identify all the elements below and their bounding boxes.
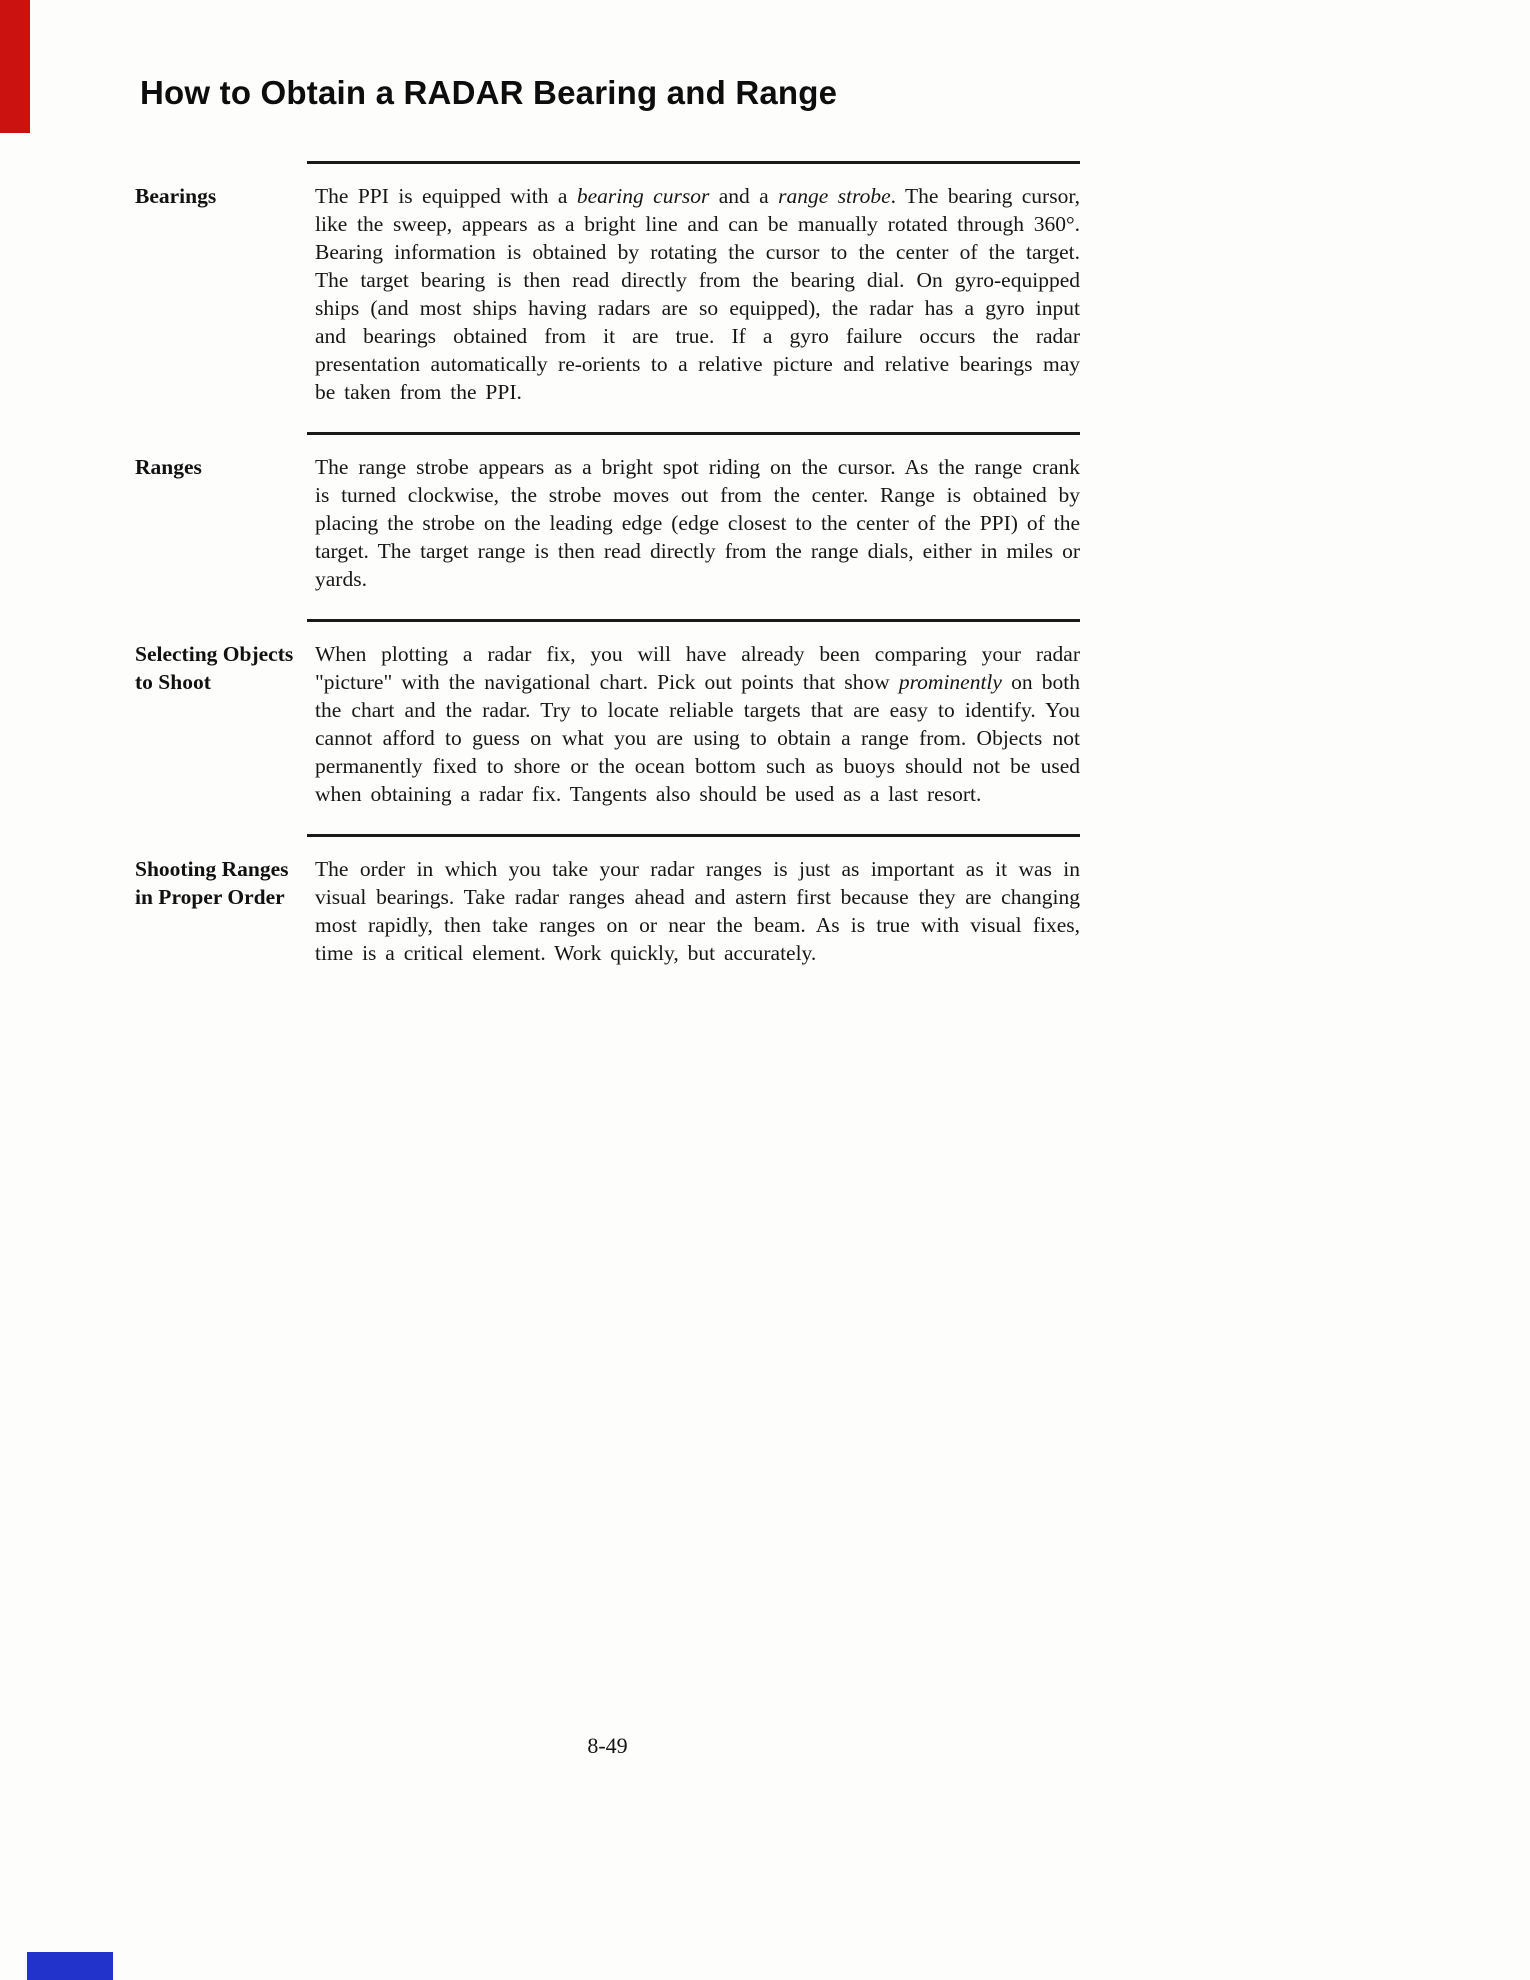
section — [135, 161, 1080, 432]
sections-container — [135, 161, 1080, 993]
section-body: The PPI is equipped with a bearing cursor and a range strobe. The bearing cursor, like the sweep, appears as a bright line and can be manually rotated through 360°. Bearing information is obtained by rotating the cursor to the center of the target. The target bearing is then read directly from the bearing dial. On gyro-equipped ships (and most ships having radars are so equipped), the radar has a gyro input and bearings obtained from it are true. If a gyro failure occurs the radar presentation automatically re-orients to a relative picture and relative bearings may be taken from the PPI. — [315, 184, 1081, 404]
section-body: The range strobe appears as a bright spot riding on the cursor. As the range crank is turned clockwise, the strobe moves out from the center. Range is obtained by placing the strobe on the leading edge (edge closest to the center of the PPI) of the target. The target range is then read directly from the range dials, either in miles or yards. — [315, 455, 1080, 591]
section-body: The order in which you take your radar ranges is just as important as it was in visual bearings. Take radar ranges ahead and astern first because they are changing most rapidly, then take ranges on or near the beam. As is true with visual fixes, time is a critical element. Work quickly, but accurately. — [315, 857, 1080, 965]
section-label: Bearings — [135, 184, 217, 208]
section-body: When plotting a radar fix, you will have already been comparing your radar "picture" with the navigational chart. Pick out points that show prominently on both the chart and the radar. Try to locate reliable targets that are easy to identify. You cannot afford to guess on what you are using to obtain a range from. Objects not permanently fixed to shore or the ocean bottom such as buoys should not be used when obtaining a radar fix. Tangents also should be used as a last resort. — [315, 642, 1080, 806]
blue-edge-strip-decoration — [27, 1952, 113, 1980]
page-number: 8-49 — [587, 1733, 628, 1758]
red-edge-strip-decoration — [0, 0, 30, 133]
section-label: Shooting Ranges in Proper Order — [135, 857, 289, 909]
section — [135, 432, 1080, 619]
section — [135, 619, 1080, 834]
section-label: Selecting Objects to Shoot — [135, 642, 294, 694]
page-title: How to Obtain a RADAR Bearing and Range — [140, 74, 838, 111]
section — [135, 834, 1080, 993]
section-label: Ranges — [135, 455, 202, 479]
